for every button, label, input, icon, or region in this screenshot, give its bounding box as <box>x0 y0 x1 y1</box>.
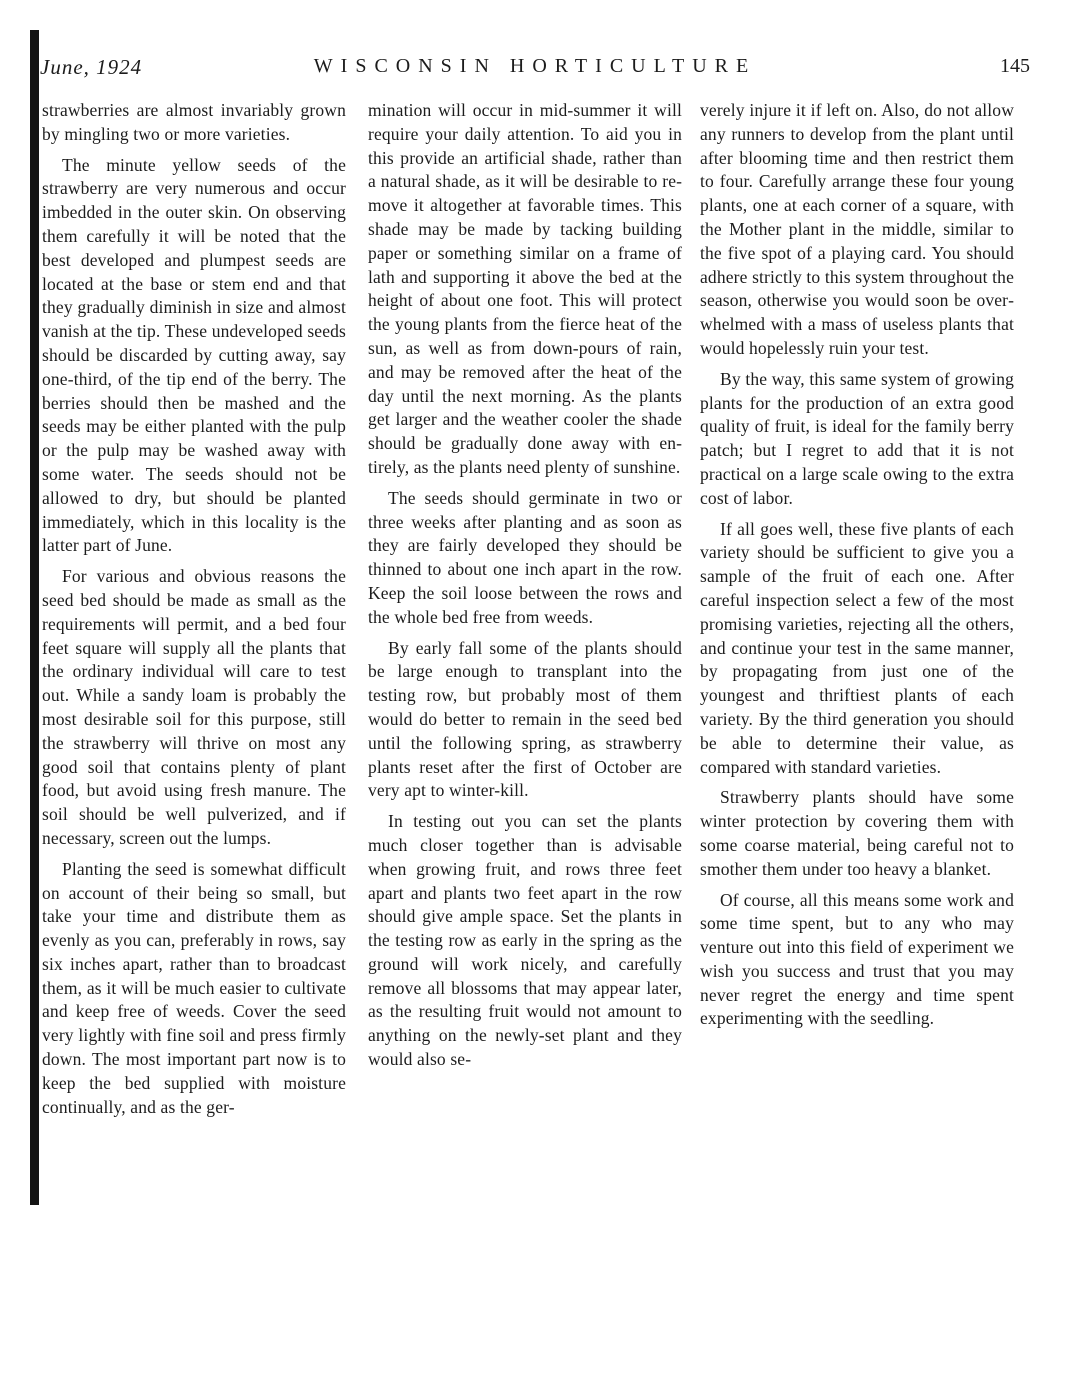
page-number: 145 <box>1000 55 1030 77</box>
paragraph: Planting the seed is somewhat difficult on account of their being so small, but take your time and distribute them as evenly as you can, preferably in rows, say six inches apart, rather than to broadcast them, as it will be much easier to cultivate and keep free of weeds. Cover the seed very lightly with fine soil and press firmly down. The most important part now is to keep the bed supplied with moisture continually, and as the ger- <box>42 858 346 1117</box>
paragraph: Strawberry plants should have some winter protection by covering them with some coarse material, being careful not to smother them under too heavy a blanket. <box>700 787 1014 879</box>
paragraph: The seeds should germinate in two or three weeks after planting and as soon as they are fairly developed they should be thinned to about one inch apart in the row. Keep the soil loose between the rows and the whole bed free from weeds. <box>368 487 682 627</box>
paragraph: By early fall some of the plants should be large enough to transplant into the testing row, but probably most of them would do better to remain in the seed bed until the following spring, as strawberry plants reset after the first of October are very apt to winter-kill. <box>368 637 682 801</box>
issue-date: June, 1924 <box>40 55 143 79</box>
paragraph: strawberries are almost invariably grown by mingling two or more varieties. <box>42 100 346 144</box>
paragraph: In testing out you can set the plants much closer together than is advisable when growing fruit, and rows three feet apart and plants two feet apart in the row should give ample space. Set the plants in the testing row as early in the spring as the ground will work nicely, and carefully remove all blossoms that may appear later, as the resulting fruit would not amount to anything on the newly-set plant and they would also se- <box>368 811 682 1070</box>
text-column-3 <box>700 99 1014 1038</box>
paragraph: For various and obvious reasons the seed bed should be made as small as the requirements will permit, and a bed four feet square will supply all the plants that the ordinary individual will care to test out. While a sandy loam is probably the most desirable soil for this purpose, still the strawberry will thrive on most any good soil that contains plenty of plant food, but avoid using fresh manure. The soil should be well pulverized, and if necessary, screen out the lumps. <box>42 566 346 848</box>
journal-title: WISCONSIN HORTICULTURE <box>313 55 757 77</box>
text-column-1 <box>42 99 346 1126</box>
paragraph: mination will occur in mid-summer it will require your daily attention. To aid you in this provide an artificial shade, rather than a natural shade, as it will be desirable to remove it altogether at favorable times. This shade may be made by tacking building paper or something similar on a frame of lath and supporting it above the bed at the height of about one foot. This will protect the young plants from the fierce heat of the sun, as well as from down-pours of rain, and may be removed after the heat of the day until the next morning. As the plants get larger and the weather cooler the shade should be gradually done away with entirely, as the plants need plenty of sunshine. <box>368 100 682 477</box>
paragraph: The minute yellow seeds of the strawberry are very numerous and occur imbedded in the outer skin. On observing them carefully it will be noted that the best developed and plumpest seeds are located at the base or stem end and that they gradually diminish in size and almost vanish at the tip. These undeveloped seeds should be discarded by cutting away, say one-third, of the tip end of the berry. The berries should then be mashed and the seeds may be either planted with the pulp or the pulp may be washed away with some water. The seeds should not be allowed to dry, but should be planted immediately, which in this locality is the latter part of June. <box>42 154 346 556</box>
scan-edge-bar <box>30 30 39 1205</box>
running-header <box>40 55 1030 95</box>
paragraph: If all goes well, these five plants of each variety should be sufficient to give you a sample of the fruit of each one. After careful inspection select a few of the most promising varieties, rejecting all the others, and continue your test in the same manner, by propagating from just one of the youngest and thriftiest plants of each variety. By the third generation you should be able to determine their value, as compared with standard varieties. <box>700 518 1014 777</box>
paragraph: By the way, this same system of growing plants for the production of an extra good quality of fruit, is ideal for the family berry patch; but I regret to add that it is not practical on a large scale owing to the extra cost of labor. <box>700 368 1014 508</box>
paragraph: verely injure it if left on. Also, do not allow any runners to develop from the plant until after blooming time and then restrict them to four. Carefully arrange these four young plants, one at each corner of a square, with the Mother plant in the middle, similar to the five spot of a playing card. You should adhere strictly to this system throughout the season, otherwise you would soon be overwhelmed with a mass of useless plants that would hopelessly ruin your test. <box>700 100 1014 358</box>
text-column-2 <box>368 99 682 1079</box>
paragraph: Of course, all this means some work and some time spent, but to any who may venture out into this field of experiment we wish you success and trust that you may never regret the energy and time spent experimenting with the seedling. <box>700 889 1014 1029</box>
